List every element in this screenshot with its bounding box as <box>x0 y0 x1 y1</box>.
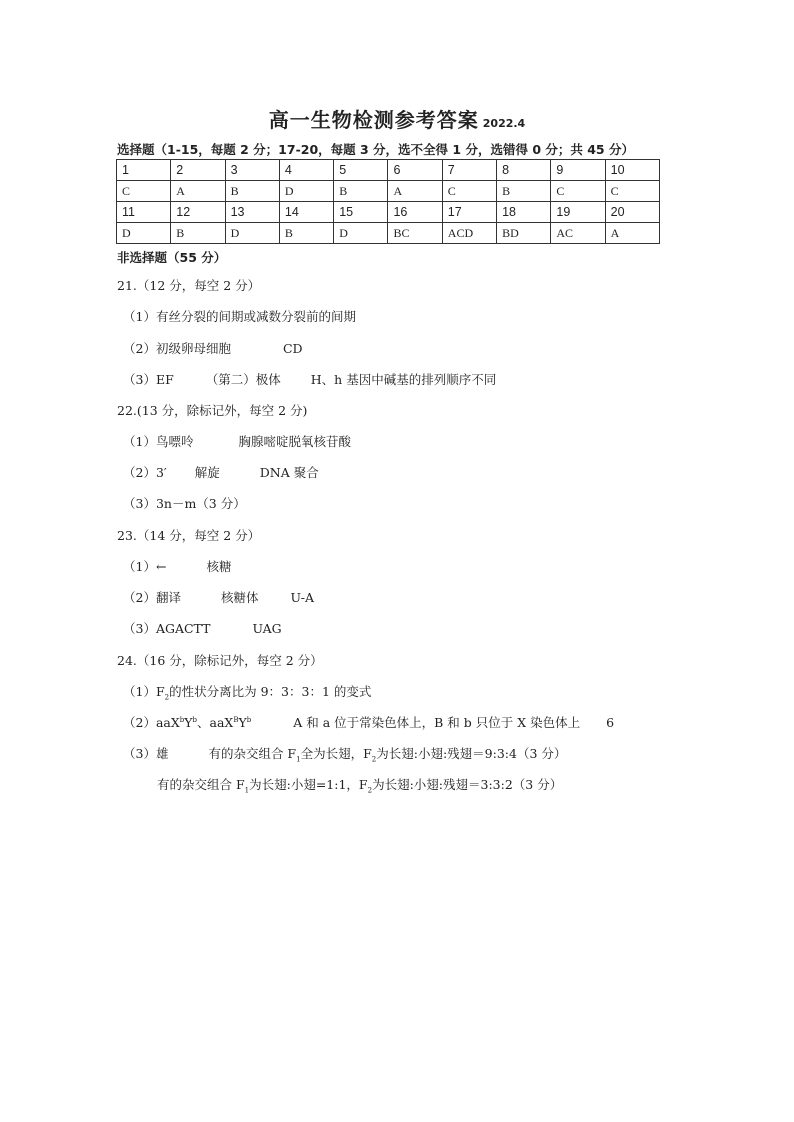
q24-answer-3-b-sub1: 1 <box>296 755 301 764</box>
genotype-2-sup-y: b <box>246 715 252 724</box>
table-cell: A <box>605 223 659 244</box>
table-cell: D <box>117 223 171 244</box>
q24-answer-3-c-post: 为长翅:小翅:残翅＝3:3:2（3 分） <box>372 777 563 792</box>
q21-answer-3-b: （第二）极体 <box>205 372 281 387</box>
q23-answer-2-b: 核糖体 <box>220 590 259 605</box>
table-row <box>117 202 660 223</box>
table-cell: C <box>551 181 605 202</box>
q22-answer-2-label: （2）3′ <box>123 465 167 480</box>
q24-answer-2-c: 6 <box>606 715 615 730</box>
table-cell: B <box>279 223 333 244</box>
table-cell: 19 <box>551 202 605 223</box>
q21-answer-1: （1）有丝分裂的间期或减数分裂前的间期 <box>123 309 356 324</box>
table-row <box>117 181 660 202</box>
q23-answer-2-c: U-A <box>290 590 315 605</box>
table-cell: A <box>171 181 225 202</box>
table-cell: 6 <box>388 160 442 181</box>
q22-answer-2 <box>123 463 319 481</box>
q24-answer-2-b: A 和 a 位于常染色体上，B 和 b 只位于 X 染色体上 <box>293 715 581 730</box>
q21-answer-3 <box>123 370 496 388</box>
table-cell: AC <box>551 223 605 244</box>
table-cell: 4 <box>279 160 333 181</box>
q24-answer-3-b-post: 为长翅:小翅:残翅＝9:3:4（3 分） <box>376 746 567 761</box>
table-row <box>117 223 660 244</box>
table-cell: 9 <box>551 160 605 181</box>
table-cell: B <box>225 181 279 202</box>
q21-answer-2-b: CD <box>282 341 303 356</box>
q22-answer-2-b: 解旋 <box>194 465 220 480</box>
table-cell: D <box>279 181 333 202</box>
q23-answer-1-b: 核糖 <box>206 559 232 574</box>
q24-answer-1 <box>123 682 371 702</box>
table-cell: ACD <box>442 223 496 244</box>
table-cell: 1 <box>117 160 171 181</box>
q24-answer-1-sub: 2 <box>164 693 170 702</box>
q22-answer-1-label: （1）鸟嘌呤 <box>123 434 194 449</box>
table-cell: C <box>605 181 659 202</box>
q24-title: 24.（16 分，除标记外，每空 2 分） <box>117 653 323 668</box>
table-cell: C <box>442 181 496 202</box>
genotype-2-base: aaX <box>209 715 234 730</box>
genotype-1 <box>156 715 197 730</box>
q24-answer-3-c-sub1: 1 <box>244 786 250 795</box>
q24-answer-1-pre: （1）F <box>123 684 165 699</box>
q24-answer-3-c-sub2: 2 <box>367 786 373 795</box>
q22-answer-1-b: 胸腺嘧啶脱氧核苷酸 <box>238 434 351 449</box>
q21-answer-3-label: （3）EF <box>123 372 174 387</box>
q24-answer-3 <box>123 744 566 764</box>
table-cell: C <box>117 181 171 202</box>
q23-answer-1 <box>123 557 231 575</box>
genotype-1-y: Y <box>184 715 193 730</box>
table-cell: 15 <box>334 202 388 223</box>
genotype-2-sup-x: B <box>233 715 239 724</box>
q24-answer-2-label: （2） <box>123 715 156 730</box>
q21-title: 21.（12 分，每空 2 分） <box>117 278 261 293</box>
table-cell: 7 <box>442 160 496 181</box>
genotype-1-sup-y: b <box>192 715 197 724</box>
q23-answer-3 <box>123 619 282 637</box>
genotype-2-y: Y <box>238 715 247 730</box>
q23-answer-1-label: （1）← <box>123 559 167 574</box>
q21-answer-2-label: （2）初级卵母细胞 <box>123 341 231 356</box>
page-title <box>0 104 794 133</box>
table-cell: BC <box>388 223 442 244</box>
q24-answer-3-c-pre: 有的杂交组合 F <box>157 777 245 792</box>
q22-answer-1 <box>123 432 351 450</box>
q24-answer-3-c-mid: 为长翅:小翅=1:1，F <box>249 777 368 792</box>
table-cell: 2 <box>171 160 225 181</box>
table-cell: B <box>497 181 551 202</box>
table-cell: A <box>388 181 442 202</box>
table-cell: B <box>334 181 388 202</box>
title-text: 高一生物检测参考答案 <box>268 108 479 132</box>
genotype-2 <box>210 715 252 730</box>
table-cell: D <box>334 223 388 244</box>
nonchoice-section-heading: 非选择题（55 分） <box>117 250 227 265</box>
q23-answer-3-label: （3）AGACTT <box>123 621 211 636</box>
table-cell: B <box>171 223 225 244</box>
table-cell: 18 <box>497 202 551 223</box>
genotype-1-base: aaX <box>155 715 180 730</box>
table-cell: 11 <box>117 202 171 223</box>
q22-title: 22.(13 分，除标记外，每空 2 分) <box>117 403 308 418</box>
table-row <box>117 160 660 181</box>
table-cell: 12 <box>171 202 225 223</box>
q24-answer-3-b-sub2: 2 <box>371 755 377 764</box>
table-cell: 13 <box>225 202 279 223</box>
q24-answer-3-b-mid: 全为长翅，F <box>300 746 372 761</box>
q23-title: 23.（14 分，每空 2 分） <box>117 528 261 543</box>
q24-answer-1-post: 的性状分离比为 9：3：3：1 的变式 <box>169 684 372 699</box>
q24-answer-2 <box>123 713 614 731</box>
q22-answer-2-c: DNA 聚合 <box>259 465 319 480</box>
q23-answer-2 <box>123 588 314 606</box>
table-cell: BD <box>497 223 551 244</box>
genotype-1-sup-x: b <box>179 715 185 724</box>
q23-answer-2-label: （2）翻译 <box>123 590 181 605</box>
q21-answer-3-c: H、h 基因中碱基的排列顺序不同 <box>310 372 497 387</box>
q23-answer-3-b: UAG <box>252 621 282 636</box>
table-cell: 16 <box>388 202 442 223</box>
q24-answer-3-b-pre: 有的杂交组合 F <box>208 746 297 761</box>
q24-answer-3-continued <box>157 775 562 795</box>
table-cell: 8 <box>497 160 551 181</box>
choice-section-heading: 选择题（1-15，每题 2 分；17-20，每题 3 分，选不全得 1 分，选错得 0 分；共 45 分） <box>117 142 634 157</box>
table-cell: 17 <box>442 202 496 223</box>
q24-answer-3-label: （3）雄 <box>123 746 169 761</box>
q22-answer-3: （3）3n－m（3 分） <box>123 496 246 511</box>
answer-table <box>116 159 660 244</box>
title-date: 2022.4 <box>482 117 526 130</box>
table-cell: 5 <box>334 160 388 181</box>
table-cell: 3 <box>225 160 279 181</box>
genotype-separator: 、 <box>197 715 210 730</box>
q21-answer-2 <box>123 339 303 357</box>
table-cell: 14 <box>279 202 333 223</box>
table-cell: 20 <box>605 202 659 223</box>
table-cell: D <box>225 223 279 244</box>
table-cell: 10 <box>605 160 659 181</box>
